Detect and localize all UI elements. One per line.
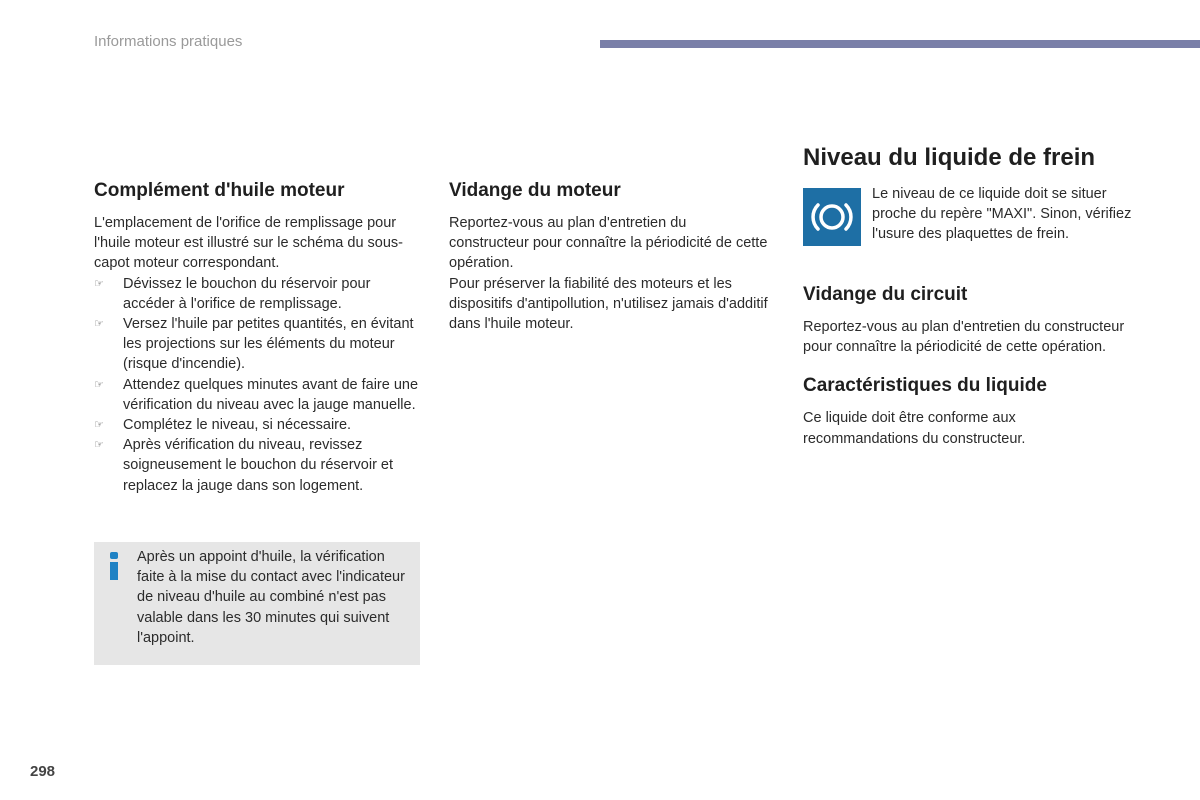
- hand-pointer-icon: ☞: [94, 318, 104, 331]
- list-item: ☞ Complétez le niveau, si nécessaire.: [94, 415, 424, 435]
- hand-pointer-icon: ☞: [94, 439, 104, 452]
- list-item: ☞ Après vérification du niveau, revissez soigneusement le bouchon du réservoir et replacez la jauge dans son logement.: [94, 437, 394, 494]
- brake-fluid-section: [803, 142, 1133, 449]
- circuit-drain-text: Reportez-vous au plan d'entretien du constructeur pour connaître la périodicité de cette opération.: [803, 319, 1125, 356]
- engine-drain-section: [449, 178, 769, 334]
- hand-pointer-icon: ☞: [94, 277, 104, 290]
- list-item: ☞ Versez l'huile par petites quantités, en évitant les projections sur les éléments du moteur (risque d'incendie).: [94, 316, 414, 373]
- info-text: Après un appoint d'huile, la vérification faite à la mise du contact avec l'indicateur de niveau d'huile au combiné n'est pas valable dans les 30 minutes qui suivent l'appoint.: [137, 549, 405, 646]
- fluid-specs-heading: Caractéristiques du liquide: [803, 375, 1047, 397]
- info-box: [94, 542, 420, 665]
- oil-topup-heading: Complément d'huile moteur: [94, 180, 345, 201]
- header-bar: [600, 40, 1200, 48]
- engine-drain-para2: Pour préserver la fiabilité des moteurs et les dispositifs d'antipollution, n'utilisez jamais d'additif dans l'huile moteur.: [449, 275, 768, 333]
- engine-drain-para1: Reportez-vous au plan d'entretien du constructeur pour connaître la périodicité de cette opération.: [449, 215, 768, 272]
- brake-fluid-title: Niveau du liquide de frein: [803, 144, 1096, 171]
- circuit-drain-heading: Vidange du circuit: [803, 284, 968, 305]
- engine-drain-heading: Vidange du moteur: [449, 180, 621, 201]
- list-item: ☞ Dévissez le bouchon du réservoir pour accéder à l'orifice de remplissage.: [94, 275, 371, 312]
- hand-pointer-icon: ☞: [94, 378, 104, 391]
- info-icon: [108, 552, 120, 580]
- list-item: ☞ Attendez quelques minutes avant de faire une vérification du niveau avec la jauge manuelle.: [94, 376, 419, 413]
- oil-topup-section: [94, 178, 424, 496]
- page-number: 298: [30, 763, 56, 780]
- section-title: Informations pratiques: [94, 33, 243, 50]
- oil-topup-intro: L'emplacement de l'orifice de remplissage pour l'huile moteur est illustré sur le schéma du sous-capot moteur correspondant.: [94, 215, 404, 272]
- brake-warning-icon: [803, 188, 861, 246]
- oil-topup-steps: [94, 274, 424, 496]
- hand-pointer-icon: ☞: [94, 419, 104, 432]
- fluid-specs-text: Ce liquide doit être conforme aux recommandations du constructeur.: [803, 410, 1026, 447]
- brake-fluid-intro: Le niveau de ce liquide doit se situer proche du repère "MAXI". Sinon, vérifiez l'usure des plaquettes de frein.: [872, 186, 1132, 243]
